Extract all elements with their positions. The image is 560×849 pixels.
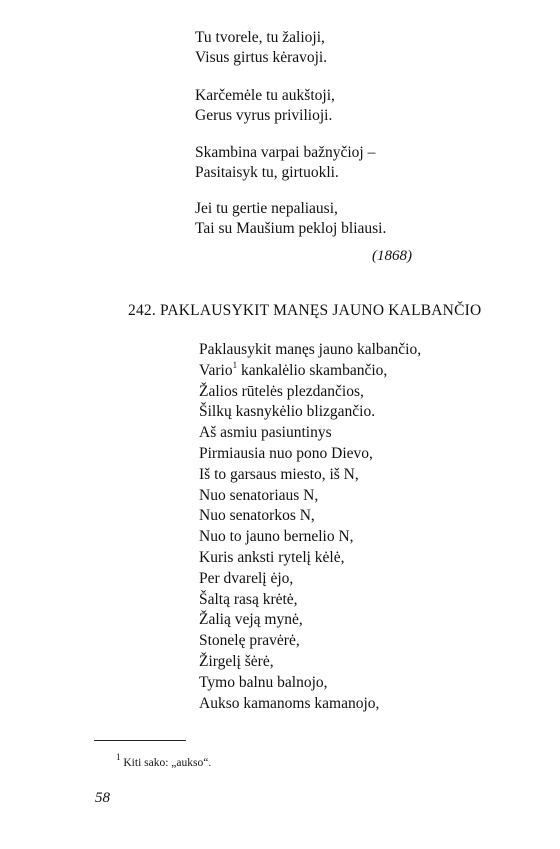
verse-line: Per dvarelį ėjo,	[199, 569, 294, 587]
verse-line: Jei tu gertie nepaliausi,	[195, 200, 338, 217]
verse-line: Tymo balnu balnojo,	[199, 673, 328, 691]
verse-line: Visus girtus kėravoji.	[195, 48, 328, 66]
footnote	[116, 752, 212, 769]
stanza-2	[195, 86, 335, 125]
stanza-3	[195, 143, 375, 182]
verse-line: Pirmiausia nuo pono Dievo,	[199, 444, 373, 462]
poem-title: 242. PAKLAUSYKIT MANĘS JAUNO KALBANČIO	[128, 302, 482, 319]
verse-line: Gerus vyrus privilioji.	[195, 106, 333, 124]
verse-line: Tu tvorele, tu žalioji,	[195, 29, 325, 46]
verse-line: Paklausykit manęs jauno kalbančio,	[199, 341, 422, 358]
verse-text: kankalėlio skambančio,	[237, 361, 388, 379]
verse-line: Šaltą rasą krėtė,	[199, 590, 298, 608]
verse-line: Aukso kamanoms kamanojo,	[199, 694, 380, 712]
verse-line: Pasitaisyk tu, girtuokli.	[195, 163, 339, 181]
footnote-marker: 1	[232, 359, 238, 370]
verse-line: Žirgelį šėrė,	[199, 652, 274, 670]
verse-line: Žalios rūtelės plezdančios,	[199, 382, 364, 400]
verse-line: Aš asmiu pasiuntinys	[199, 424, 332, 442]
verse-line-with-footnote	[199, 361, 421, 382]
verse-line: Nuo senatorkos N,	[199, 507, 315, 525]
footnote-divider	[94, 740, 186, 741]
stanza-4	[195, 199, 386, 238]
verse-line: Nuo to jauno bernelio N,	[199, 528, 354, 546]
verse-line: Stonelę pravėrė,	[199, 632, 300, 650]
verse-line: Žalią veją mynė,	[199, 611, 303, 629]
verse-line: Šilkų kasnykėlio blizgančio.	[199, 403, 376, 421]
verse-text: Vario	[199, 361, 233, 379]
verse-line: Skambina varpai bažnyčioj –	[195, 144, 376, 161]
verse-line: Iš to garsaus miesto, iš N,	[199, 465, 359, 483]
verse-line: Nuo senatoriaus N,	[199, 486, 319, 504]
verse-line: Karčemėle tu aukštoji,	[195, 87, 335, 104]
page-number: 58	[95, 790, 110, 806]
footnote-marker: 1	[116, 752, 121, 763]
poem-date: (1868)	[372, 248, 412, 264]
verse-line: Tai su Maušium pekloj bliausi.	[195, 219, 387, 237]
stanza-1	[195, 28, 327, 67]
verse-line: Kuris anksti rytelį kėlė,	[199, 548, 345, 566]
poem-body	[199, 340, 421, 714]
footnote-text: Kiti sako: „aukso“.	[120, 757, 212, 769]
